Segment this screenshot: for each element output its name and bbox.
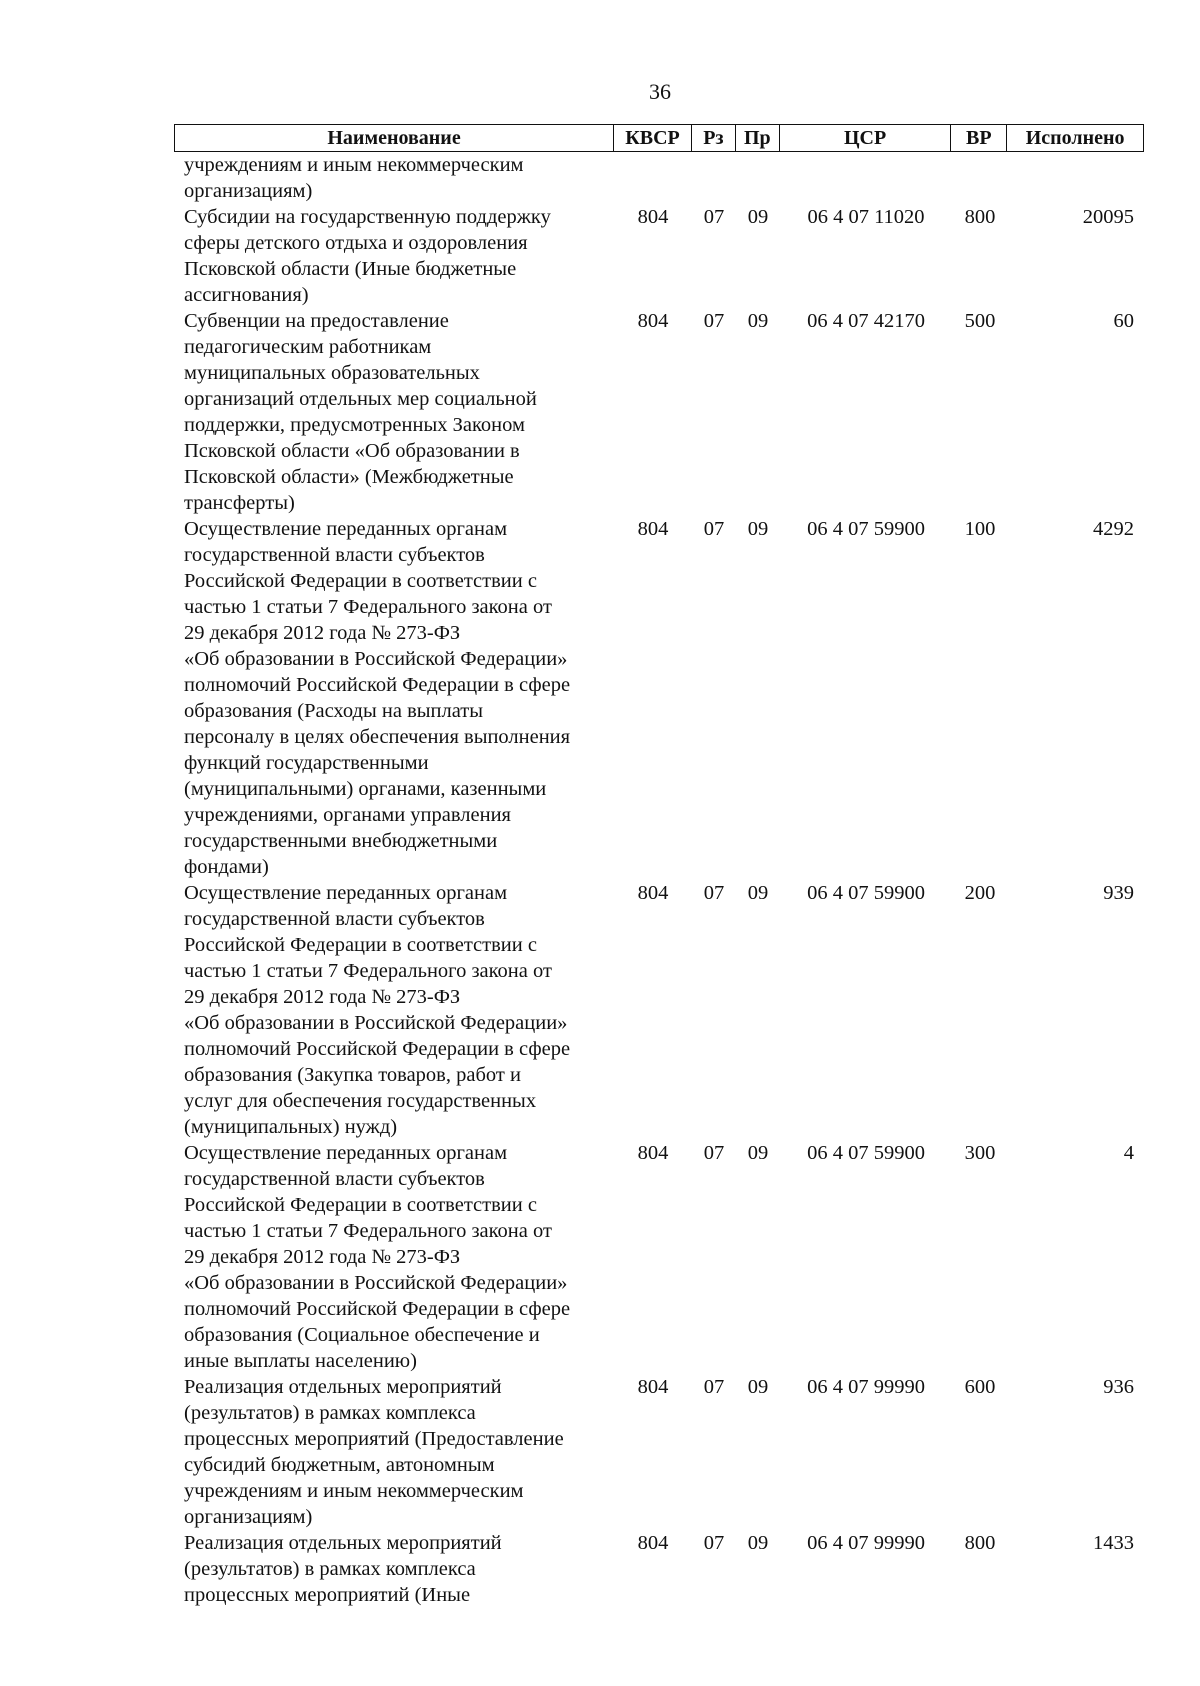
row-executed-cell	[1008, 152, 1144, 204]
row-name-line: образования (Социальное обеспечение и	[184, 1324, 540, 1346]
column-header-pr: Пр	[736, 125, 780, 151]
row-kvsr-cell: 804	[637, 882, 669, 904]
row-name-line: педагогическим работникам	[184, 336, 432, 358]
row-name-cell	[174, 1140, 614, 1374]
row-vr-cell	[952, 152, 1008, 204]
row-vr-cell: 800	[964, 206, 996, 228]
row-executed-cell: 4	[1123, 1142, 1134, 1164]
row-name-line: Российской Федерации в соответствии с	[184, 570, 537, 592]
row-rz-cell: 07	[703, 206, 725, 228]
row-pr-cell: 09	[747, 1142, 769, 1164]
table-row	[174, 1374, 1144, 1530]
row-kvsr-cell: 804	[637, 518, 669, 540]
row-name-line: полномочий Российской Федерации в сфере	[184, 1298, 571, 1320]
row-csr-cell: 06 4 07 11020	[807, 206, 925, 228]
row-name-line: Российской Федерации в соответствии с	[184, 1194, 537, 1216]
row-name-line: учреждениям и иным некоммерческим	[184, 154, 524, 176]
row-csr-cell: 06 4 07 42170	[807, 310, 925, 332]
row-executed-cell: 1433	[1093, 1532, 1134, 1554]
row-name-line: полномочий Российской Федерации в сфере	[184, 1038, 571, 1060]
row-name-line: государственной власти субъектов	[184, 908, 485, 930]
table-row	[174, 1140, 1144, 1374]
row-name-line: частью 1 статьи 7 Федерального закона от	[184, 960, 552, 982]
row-name-line: Осуществление переданных органам	[184, 882, 508, 904]
row-name-line: персоналу в целях обеспечения выполнения	[184, 726, 571, 748]
row-kvsr-cell: 804	[637, 1376, 669, 1398]
row-csr-cell	[780, 152, 952, 204]
row-csr-cell: 06 4 07 99990	[807, 1532, 925, 1554]
table-header	[174, 124, 1144, 152]
row-name-line: образования (Закупка товаров, работ и	[184, 1064, 521, 1086]
row-name-line: трансферты)	[184, 492, 295, 514]
row-name-line: субсидий бюджетным, автономным	[184, 1454, 495, 1476]
table-row	[174, 152, 1144, 204]
row-name-line: Псковской области (Иные бюджетные	[184, 258, 517, 280]
row-csr-cell: 06 4 07 59900	[807, 1142, 925, 1164]
row-name-line: организациям)	[184, 180, 313, 202]
row-rz-cell: 07	[703, 882, 725, 904]
row-kvsr-cell: 804	[637, 310, 669, 332]
row-name-line: учреждениями, органами управления	[184, 804, 511, 826]
row-rz-cell: 07	[703, 1532, 725, 1554]
row-executed-cell: 936	[1103, 1376, 1134, 1398]
row-pr-cell: 09	[747, 1376, 769, 1398]
row-name-line: ассигнования)	[184, 284, 309, 306]
row-vr-cell: 100	[964, 518, 996, 540]
row-pr-cell	[736, 152, 780, 204]
row-name-cell	[174, 516, 614, 880]
column-header-vr: ВР	[951, 125, 1007, 151]
row-pr-cell: 09	[747, 518, 769, 540]
column-header-rz: Рз	[692, 125, 736, 151]
row-vr-cell: 300	[964, 1142, 996, 1164]
row-name-line: (муниципальных) нужд)	[184, 1116, 398, 1138]
row-executed-cell: 939	[1103, 882, 1134, 904]
row-name-line: «Об образовании в Российской Федерации»	[184, 1012, 568, 1034]
row-name-line: полномочий Российской Федерации в сфере	[184, 674, 571, 696]
row-name-line: поддержки, предусмотренных Законом	[184, 414, 525, 436]
row-name-line: «Об образовании в Российской Федерации»	[184, 1272, 568, 1294]
row-executed-cell: 60	[1113, 310, 1134, 332]
table-body	[174, 152, 1144, 1608]
row-rz-cell	[692, 152, 736, 204]
row-name-cell	[174, 308, 614, 516]
row-name-line: Субвенции на предоставление	[184, 310, 449, 332]
row-name-line: Реализация отдельных мероприятий	[184, 1532, 502, 1554]
row-name-cell	[174, 880, 614, 1140]
row-name-line: Осуществление переданных органам	[184, 1142, 508, 1164]
row-pr-cell: 09	[747, 310, 769, 332]
column-header-name: Наименование	[175, 125, 614, 151]
row-name-line: (результатов) в рамках комплекса	[184, 1558, 476, 1580]
row-name-line: «Об образовании в Российской Федерации»	[184, 648, 568, 670]
row-name-line: иные выплаты населению)	[184, 1350, 417, 1372]
row-name-line: Реализация отдельных мероприятий	[184, 1376, 502, 1398]
row-name-line: организациям)	[184, 1506, 313, 1528]
row-name-line: процессных мероприятий (Предоставление	[184, 1428, 564, 1450]
table-row	[174, 204, 1144, 308]
column-header-csr: ЦСР	[780, 125, 952, 151]
table-row	[174, 308, 1144, 516]
row-name-line: (муниципальными) органами, казенными	[184, 778, 547, 800]
column-header-kvsr: КВСР	[614, 125, 692, 151]
row-executed-cell: 20095	[1082, 206, 1134, 228]
row-name-line: сферы детского отдыха и оздоровления	[184, 232, 528, 254]
row-pr-cell: 09	[747, 206, 769, 228]
row-name-line: 29 декабря 2012 года № 273-ФЗ	[184, 622, 461, 644]
row-vr-cell: 500	[964, 310, 996, 332]
row-name-line: Псковской области «Об образовании в	[184, 440, 520, 462]
row-kvsr-cell: 804	[637, 1532, 669, 1554]
row-name-cell	[174, 1530, 614, 1608]
row-name-line: Российской Федерации в соответствии с	[184, 934, 537, 956]
row-name-line: государственной власти субъектов	[184, 1168, 485, 1190]
row-name-line: Субсидии на государственную поддержку	[184, 206, 551, 228]
row-name-line: учреждениям и иным некоммерческим	[184, 1480, 524, 1502]
row-name-line: организаций отдельных мер социальной	[184, 388, 537, 410]
row-name-line: муниципальных образовательных	[184, 362, 480, 384]
row-csr-cell: 06 4 07 99990	[807, 1376, 925, 1398]
column-header-executed: Исполнено	[1025, 126, 1125, 149]
row-name-line: 29 декабря 2012 года № 273-ФЗ	[184, 1246, 461, 1268]
row-rz-cell: 07	[703, 1142, 725, 1164]
row-name-line: государственными внебюджетными	[184, 830, 498, 852]
row-name-line: процессных мероприятий (Иные	[184, 1584, 471, 1606]
row-vr-cell: 600	[964, 1376, 996, 1398]
row-name-line: частью 1 статьи 7 Федерального закона от	[184, 596, 552, 618]
row-rz-cell: 07	[703, 310, 725, 332]
row-name-cell	[174, 204, 614, 308]
row-kvsr-cell: 804	[637, 1142, 669, 1164]
row-vr-cell: 200	[964, 882, 996, 904]
row-name-line: (результатов) в рамках комплекса	[184, 1402, 476, 1424]
row-name-line: фондами)	[184, 856, 269, 878]
row-rz-cell: 07	[703, 518, 725, 540]
row-name-cell	[174, 152, 614, 204]
row-csr-cell: 06 4 07 59900	[807, 518, 925, 540]
row-name-line: Псковской области» (Межбюджетные	[184, 466, 514, 488]
row-name-line: частью 1 статьи 7 Федерального закона от	[184, 1220, 552, 1242]
row-name-line: услуг для обеспечения государственных	[184, 1090, 537, 1112]
row-name-line: Осуществление переданных органам	[184, 518, 508, 540]
row-rz-cell: 07	[703, 1376, 725, 1398]
row-csr-cell: 06 4 07 59900	[807, 882, 925, 904]
row-executed-cell: 4292	[1093, 518, 1134, 540]
row-pr-cell: 09	[747, 882, 769, 904]
row-name-line: образования (Расходы на выплаты	[184, 700, 484, 722]
row-vr-cell: 800	[964, 1532, 996, 1554]
page-number: 36	[649, 79, 671, 104]
row-name-line: государственной власти субъектов	[184, 544, 485, 566]
row-kvsr-cell	[614, 152, 692, 204]
row-kvsr-cell: 804	[637, 206, 669, 228]
row-name-cell	[174, 1374, 614, 1530]
row-name-line: функций государственными	[184, 752, 429, 774]
row-name-line: 29 декабря 2012 года № 273-ФЗ	[184, 986, 461, 1008]
table-row	[174, 1530, 1144, 1608]
table-row	[174, 880, 1144, 1140]
table-row	[174, 516, 1144, 880]
row-pr-cell: 09	[747, 1532, 769, 1554]
